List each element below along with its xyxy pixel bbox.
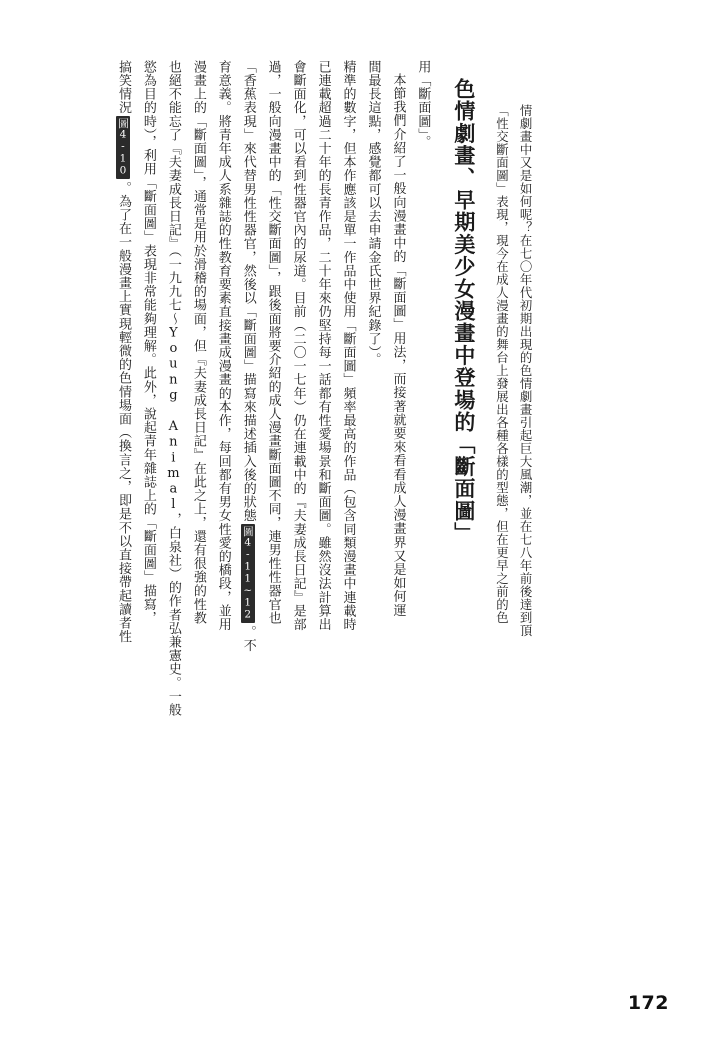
column-text: 精準的數字，但本作應該是單一作品中使用「斷面圖」頻率最高的作品（包含同類漫畫中連載時 — [340, 60, 356, 632]
text-column — [360, 60, 385, 940]
figure-reference: 圖4-11~12 — [241, 526, 254, 621]
column-text: 本節我們介紹了一般向漫畫中的「斷面圖」用法，而接著就要來看看成人漫畫界又是如何運 — [390, 73, 406, 617]
text-column — [135, 60, 160, 940]
text-column — [310, 60, 335, 940]
text-column — [260, 60, 285, 940]
column-text: 會斷面化，可以看到性器官內的尿道。目前（二〇一七年）仍在連載中的『夫妻成長日記』是部 — [290, 60, 306, 632]
text-column — [513, 60, 537, 637]
column-text: 間最長這點，感覺都可以去申請金氏世界紀錄了）。 — [365, 60, 381, 367]
column-text-after: 。為了在一般漫畫上實現輕微的色情場面（換言之，即是不以直接帶起讀者性 — [115, 180, 131, 644]
column-text: 「香蕉表現」來代替男性性器官，然後以「斷面圖」描寫來描述插入後的狀態 — [240, 60, 256, 523]
column-text: 已連載超過二十年的長青作品，二十年來仍堅持每一話都有性愛場景和斷面圖。雖然沒法計算出 — [315, 60, 331, 632]
column-text: 搞笑情況 — [115, 60, 131, 115]
text-column — [210, 60, 235, 940]
page-number: 172 — [627, 992, 669, 1014]
text-column — [409, 60, 434, 940]
column-text: 用「斷面圖」。 — [415, 60, 431, 149]
text-column — [160, 60, 185, 940]
figure-reference: 圖4-10 — [116, 118, 129, 177]
column-text: 也絕不能忘了『夫妻成長日記』（一九九七～Young Animal，白泉社）的作者弘兼憲史。一般 — [165, 60, 181, 717]
column-text: 「性交斷面圖」表現，現今在成人漫畫的舞台上發展出各種各樣的型態，但在更早之前的色 — [494, 104, 510, 624]
column-text: 漫畫上的「斷面圖」，通常是用於滑稽的場面，但『夫妻成長日記』在此之上，還有很強的性教 — [190, 60, 206, 625]
text-column — [335, 60, 360, 940]
text-column — [490, 60, 514, 624]
page-body — [110, 60, 667, 940]
text-column — [384, 60, 409, 953]
text-column — [110, 60, 135, 940]
column-text: 育意義。將青年成人系雜誌的性教育要素直接畫成漫畫的本作，每回都有男女性愛的橋段，並用 — [215, 60, 231, 632]
section-heading: 色情劇畫、早期美少女漫畫中登場的「斷面圖」 — [451, 78, 477, 545]
column-text: 過，一般向漫畫中的「性交斷面圖」，跟後面將要介紹的成人漫畫斷面圖不同，連男性性器官也 — [265, 60, 281, 625]
text-column — [235, 60, 260, 940]
text-column — [285, 60, 310, 940]
column-text-after: 。不 — [240, 624, 256, 653]
column-text: 慾為目的時），利用「斷面圖」表現非常能夠理解。此外，說起青年雜誌上的「斷面圖」描寫， — [140, 60, 156, 625]
text-column — [185, 60, 210, 940]
column-text: 情劇畫中又是如何呢？在七〇年代初期出現的色情劇畫引起巨大風潮，並在七八年前後達到頂 — [518, 104, 534, 637]
